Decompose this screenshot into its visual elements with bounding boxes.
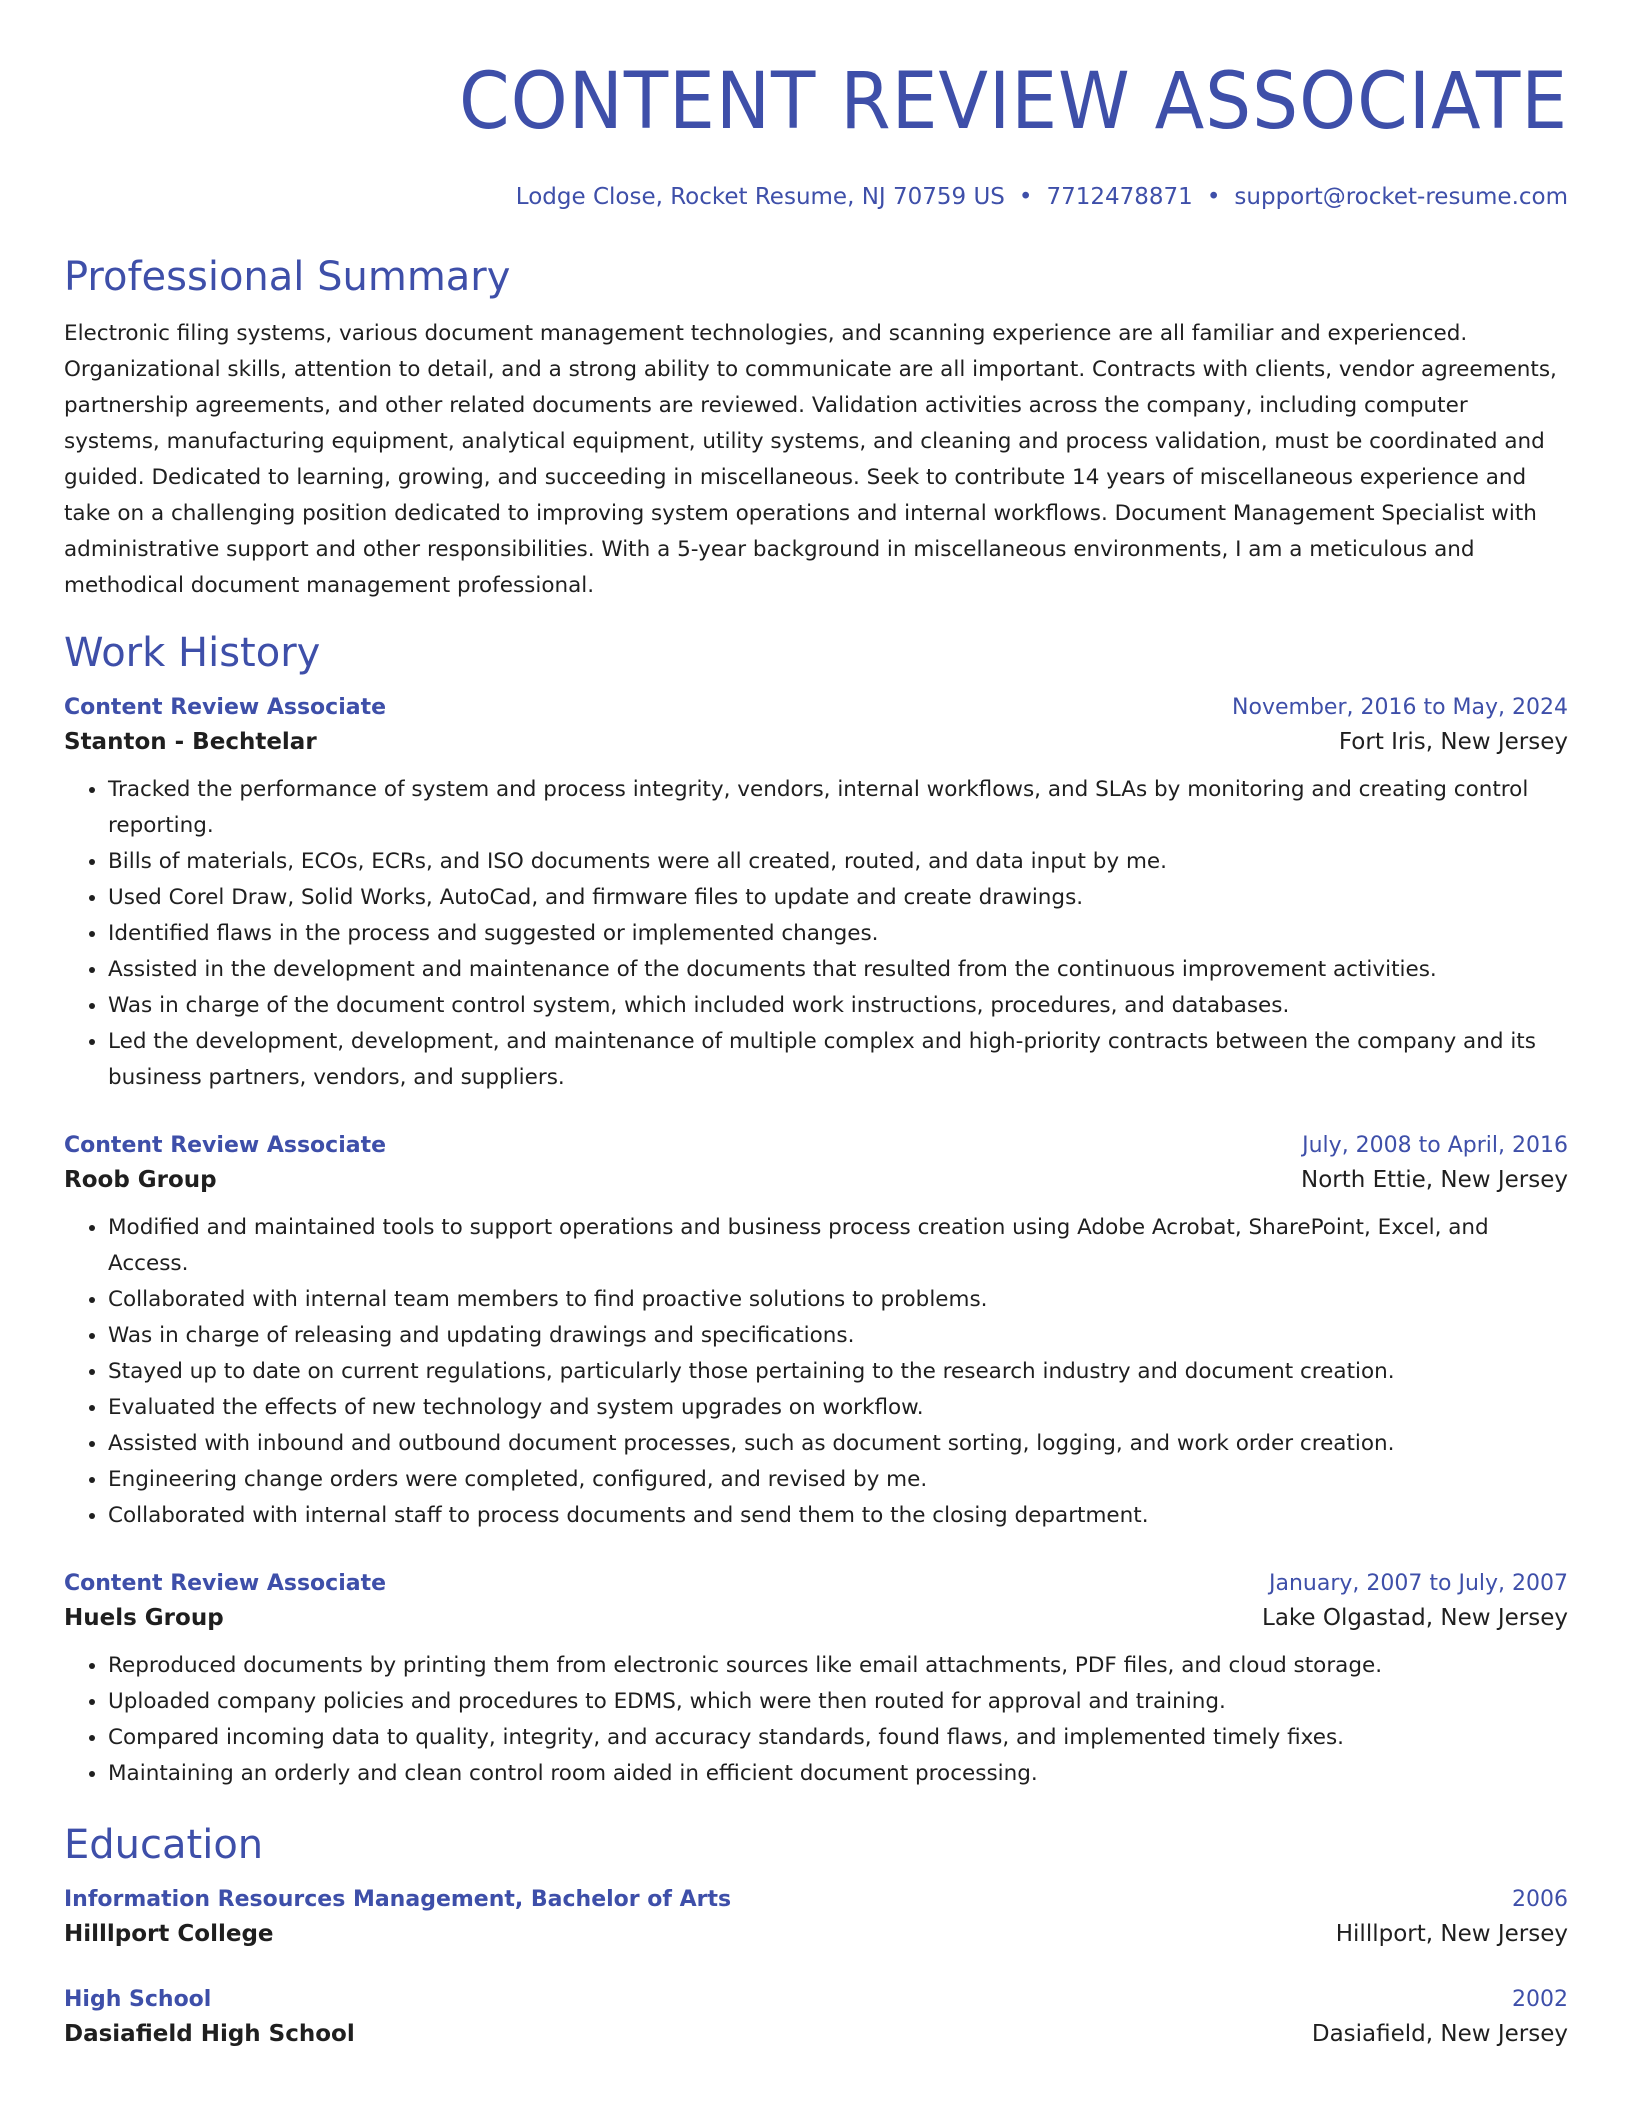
degree-name: Information Resources Management, Bachelor of Arts xyxy=(64,1887,732,1912)
contact-address: Lodge Close, Rocket Resume, NJ 70759 US xyxy=(515,184,1005,210)
job-duty: • Maintaining an orderly and clean control room aided in efficient document processing. xyxy=(108,1756,1568,1792)
contact-line xyxy=(64,182,1568,212)
education-heading: Education xyxy=(64,1822,264,1868)
work-history-heading: Work History xyxy=(64,630,321,676)
job-duty: • Evaluated the effects of new technology and system upgrades on workflow. xyxy=(108,1390,1568,1426)
contact-separator: • xyxy=(1018,184,1033,210)
job-duty: • Stayed up to date on current regulations, particularly those pertaining to the research industry and document creation. xyxy=(108,1354,1568,1390)
school-location: Dasiafield, New Jersey xyxy=(1311,2021,1568,2047)
job-entry xyxy=(64,1568,1568,1792)
job-duty: • Bills of materials, ECOs, ECRs, and ISO documents were all created, routed, and data input by me. xyxy=(108,844,1568,880)
job-duty: • Collaborated with internal team members to find proactive solutions to problems. xyxy=(108,1282,1568,1318)
job-location: North Ettie, New Jersey xyxy=(1301,1167,1568,1193)
job-duty: • Uploaded company policies and procedures to EDMS, which were then routed for approval and training. xyxy=(108,1684,1568,1720)
job-duty: • Was in charge of releasing and updating drawings and specifications. xyxy=(108,1318,1568,1354)
school-location: Hilllport, New Jersey xyxy=(1335,1921,1568,1947)
job-dates: January, 2007 to July, 2007 xyxy=(1269,1571,1568,1596)
job-duty: • Was in charge of the document control system, which included work instructions, procedures, and databases. xyxy=(108,988,1568,1024)
job-duties-list xyxy=(64,1648,1568,1792)
contact-email: support@rocket-resume.com xyxy=(1234,184,1568,210)
education-entry xyxy=(64,1984,1568,2052)
job-title: Content Review Associate xyxy=(64,1571,387,1596)
job-duty: • Identified flaws in the process and suggested or implemented changes. xyxy=(108,916,1568,952)
job-dates: July, 2008 to April, 2016 xyxy=(1302,1133,1568,1158)
employer-name: Stanton - Bechtelar xyxy=(64,729,317,755)
job-entry xyxy=(64,1130,1568,1534)
candidate-name: CONTENT REVIEW ASSOCIATE xyxy=(459,57,1569,147)
contact-phone: 7712478871 xyxy=(1046,184,1193,210)
job-duty: • Engineering change orders were completed, configured, and revised by me. xyxy=(108,1462,1568,1498)
job-location: Fort Iris, New Jersey xyxy=(1338,729,1568,755)
education-entry xyxy=(64,1884,1568,1952)
job-duty: • Reproduced documents by printing them from electronic sources like email attachments, PDF files, and cloud storage. xyxy=(108,1648,1568,1684)
job-duty: • Collaborated with internal staff to process documents and send them to the closing department. xyxy=(108,1498,1568,1534)
job-dates: November, 2016 to May, 2024 xyxy=(1232,695,1568,720)
job-duty: • Assisted with inbound and outbound document processes, such as document sorting, logging, and work order creation. xyxy=(108,1426,1568,1462)
resume-header xyxy=(64,56,1568,212)
job-duties-list xyxy=(64,1210,1568,1534)
summary-text: Electronic filing systems, various document management technologies, and scanning experience are all familiar and experienced. Organizational skills, attention to detail, and a strong ability to communicate are all important. Contracts with clients, vendor agreements, partnership agreements, and other related documents are reviewed. Validation activities across the company, including computer systems, manufacturing equipment, analytical equipment, utility systems, and cleaning and process validation, must be coordinated and guided. Dedicated to learning, growing, and succeeding in miscellaneous. Seek to contribute 14 years of miscellaneous experience and take on a challenging position dedicated to improving system operations and internal workflows. Document Management Specialist with administrative support and other responsibilities. With a 5-year background in miscellaneous environments, I am a meticulous and methodical document management professional. xyxy=(64,321,1557,598)
job-duty: • Compared incoming data to quality, integrity, and accuracy standards, found flaws, and implemented timely fixes. xyxy=(108,1720,1568,1756)
job-duty: • Led the development, development, and maintenance of multiple complex and high-priority contracts between the company and its business partners, vendors, and suppliers. xyxy=(108,1024,1568,1096)
summary-heading: Professional Summary xyxy=(64,254,511,300)
employer-name: Roob Group xyxy=(64,1167,217,1193)
job-title: Content Review Associate xyxy=(64,1133,387,1158)
contact-separator: • xyxy=(1206,184,1221,210)
job-entry xyxy=(64,692,1568,1096)
job-duty: • Modified and maintained tools to support operations and business process creation using Adobe Acrobat, SharePoint, Excel, and Access. xyxy=(108,1210,1568,1282)
job-duty: • Used Corel Draw, Solid Works, AutoCad, and firmware files to update and create drawings. xyxy=(108,880,1568,916)
job-title: Content Review Associate xyxy=(64,695,387,720)
graduation-year: 2006 xyxy=(1512,1887,1568,1912)
job-duties-list xyxy=(64,772,1568,1096)
school-name: Dasiafield High School xyxy=(64,2021,355,2047)
degree-name: High School xyxy=(64,1987,212,2012)
graduation-year: 2002 xyxy=(1512,1987,1568,2012)
job-duty: • Assisted in the development and maintenance of the documents that resulted from the continuous improvement activities. xyxy=(108,952,1568,988)
school-name: Hilllport College xyxy=(64,1921,274,1947)
job-duty: • Tracked the performance of system and process integrity, vendors, internal workflows, and SLAs by monitoring and creating control reporting. xyxy=(108,772,1568,844)
job-location: Lake Olgastad, New Jersey xyxy=(1262,1605,1568,1631)
employer-name: Huels Group xyxy=(64,1605,224,1631)
